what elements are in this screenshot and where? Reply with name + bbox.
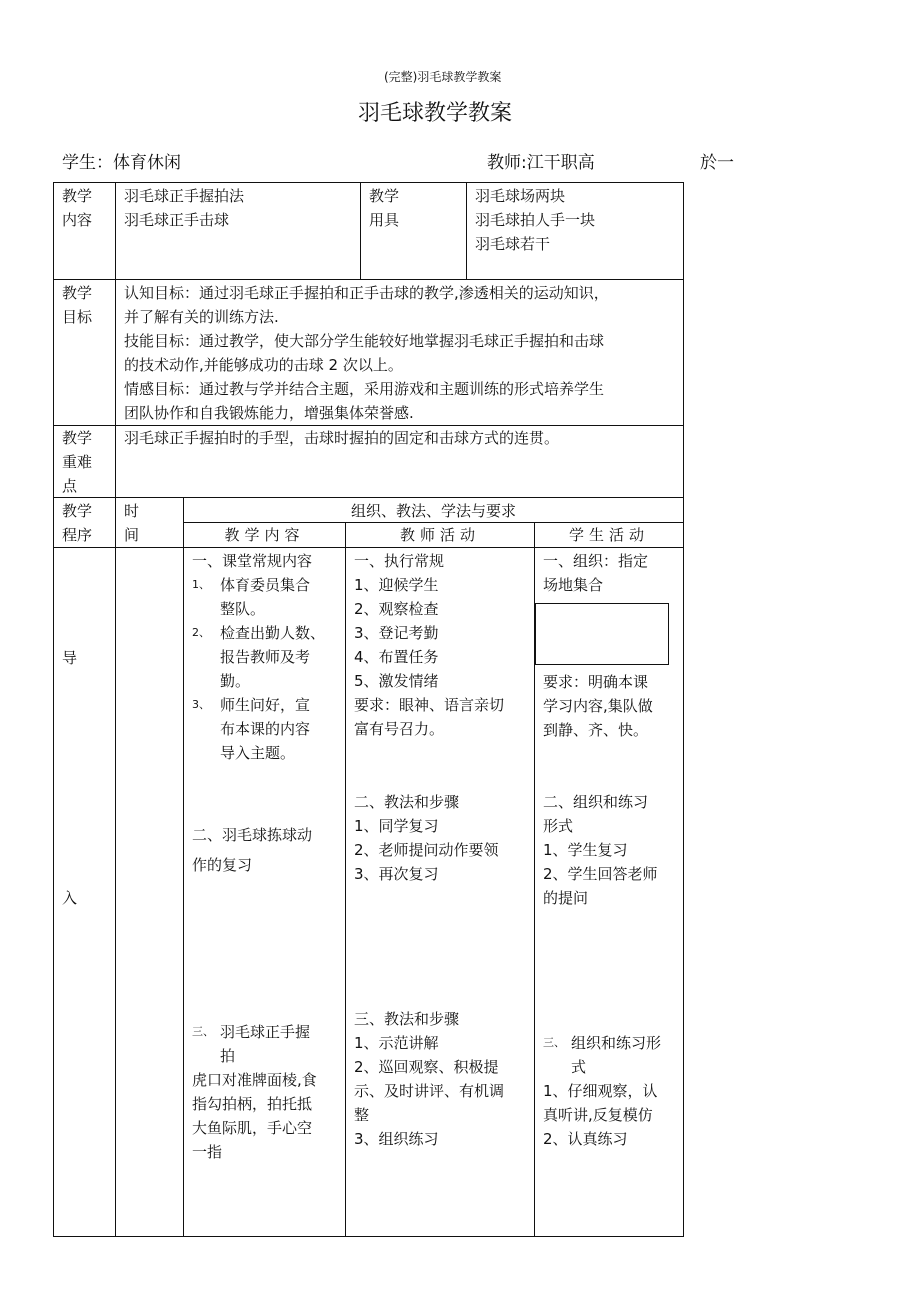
list-item: 2、 检查出勤人数、 报告教师及考 勤。 <box>192 624 326 690</box>
teacher-section-3: 三、教法和步骤 1、示范讲解 2、巡回观察、积极提 示、及时讲评、有机调 整 3、组织练习 <box>354 1010 505 1148</box>
goals-label: 教学 目标 <box>62 284 93 326</box>
col-teacher-header: 教师活动 <box>399 526 480 544</box>
content-label: 教学 内容 <box>62 187 93 229</box>
teacher-section-2: 二、教法和步骤 1、同学复习 2、老师提问动作要领 3、再次复习 <box>354 793 499 883</box>
list-item: 三、 组织和练习形 式 <box>543 1034 662 1076</box>
teacher-info: 教师:江干职高 <box>487 153 595 173</box>
content-section-2: 二、羽毛球拣球动 作的复习 <box>192 826 313 874</box>
tool-item: 羽毛球拍人手一块 <box>475 211 596 229</box>
phase-char-2: 入 <box>62 889 78 907</box>
goals-text: 认知目标：通过羽毛球正手握拍和正手击球的教学,渗透相关的运动知识， 并了解有关的训练方法. 技能目标：通过教学，使大部分学生能较好地掌握羽毛球正手握拍和击球 的技术动作,并能够成功的击球 2 次以上。 情感目标：通过教与学并结合主题，采用游戏和主题训练的形式培养学生 团队协作和自我锻炼能力，增强集体荣誉感. <box>124 284 609 422</box>
phase-char-1: 导 <box>62 649 78 667</box>
content-item: 羽毛球正手击球 <box>124 211 230 229</box>
student-section-3: 三、 组织和练习形 式 1、仔细观察，认 真听讲,反复模仿 2、认真练习 <box>543 1031 661 1151</box>
key-points-label: 教学 重难 点 <box>62 429 93 495</box>
formation-diagram-box <box>535 603 669 665</box>
list-item: 1、 体育委员集合 整队。 <box>192 576 311 618</box>
procedure-label: 教学 程序 <box>62 502 93 544</box>
key-points-text: 羽毛球正手握拍时的手型，击球时握拍的固定和击球方式的连贯。 <box>124 429 560 447</box>
teacher-section-1: 一、执行常规 1、迎候学生 2、观察检查 3、登记考勤 4、布置任务 5、激发情绪 要求：眼神、语言亲切 富有号召力。 <box>354 552 505 738</box>
student-requirement: 要求：明确本课 学习内容,集队做 到静、齐、快。 <box>543 673 653 739</box>
extra-info: 於一 <box>700 153 734 173</box>
content-item: 羽毛球正手握拍法 <box>124 187 245 205</box>
col-student-header: 学生活动 <box>568 526 649 544</box>
col-content-header: 教学内容 <box>224 526 305 544</box>
content-items <box>124 184 244 232</box>
student-info: 学生：体育休闲 <box>62 153 181 173</box>
list-item: 三、 羽毛球正手握 拍 <box>192 1023 311 1065</box>
tools-items <box>475 184 595 256</box>
tool-item: 羽毛球场两块 <box>475 187 566 205</box>
content-section-1 <box>192 549 325 765</box>
header-note: (完整)羽毛球教学教案 <box>384 70 502 84</box>
page-title: 羽毛球教学教案 <box>358 101 513 126</box>
content-section-3: 三、 羽毛球正手握 拍 虎口对准牌面棱,食 指勾拍柄，拍托抵 大鱼际肌，手心空 一指 <box>192 1020 317 1164</box>
time-label: 时 间 <box>124 502 140 544</box>
org-header: 组织、教法、学法与要求 <box>350 502 516 520</box>
tools-label: 教学 用具 <box>369 187 400 229</box>
student-section-2: 二、组织和练习 形式 1、学生复习 2、学生回答老师 的提问 <box>543 793 658 907</box>
student-section-1: 一、组织：指定 场地集合 <box>543 552 649 594</box>
content-s1-title: 一、课堂常规内容 <box>192 552 313 570</box>
list-item: 3、 师生问好，宣 布本课的内容 导入主题。 <box>192 696 311 762</box>
tool-item: 羽毛球若干 <box>475 235 551 253</box>
